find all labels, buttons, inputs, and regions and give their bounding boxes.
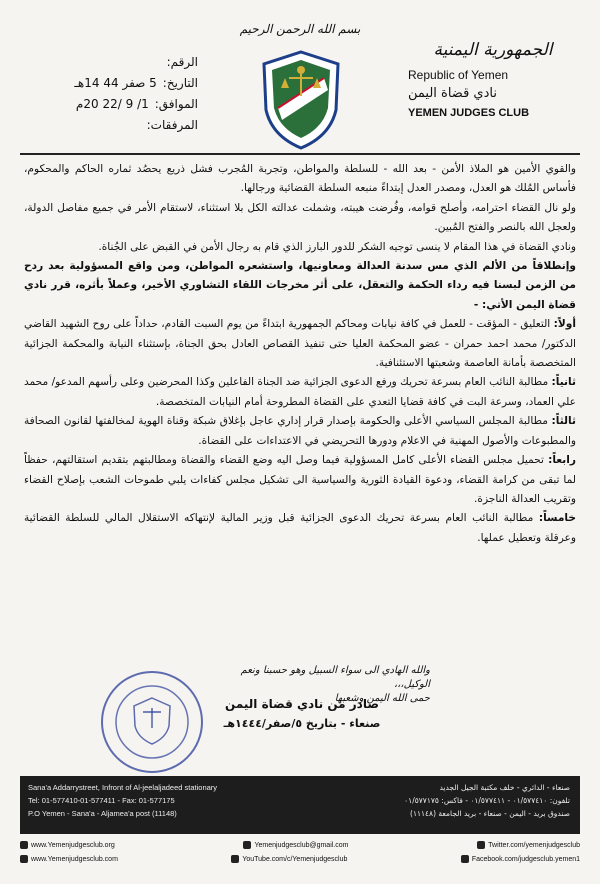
basmala-calligraphy: بسم الله الرحمن الرحيم [239, 22, 361, 36]
social-link[interactable] [477, 841, 580, 849]
header-divider [20, 153, 580, 155]
republic-english: Republic of Yemen [408, 68, 509, 82]
attachments-row [28, 115, 198, 136]
twitter-icon [477, 841, 485, 849]
web-icon [20, 855, 28, 863]
paragraph-2: ولو نال القضاء احترامه، وأصلح قوامه، وفُرضت هيبته، وشملت عدالته الكل بلا استثناء، لاستقام الأمر في جميع مفاصل الدولة، ولعجل الله بالنصر والفتح المُبين. [24, 201, 576, 234]
footer-address-arabic [340, 781, 570, 820]
item-5-heading: خامساً: [538, 512, 576, 525]
item-3-heading: ثالثاً: [551, 415, 576, 428]
footer-ar-line-3: صندوق بريد - اليمن - صنعاء - بريد الجامعة (١١١٤٨) [410, 809, 570, 818]
item-5 [24, 509, 576, 548]
date-row [28, 73, 198, 94]
footer-en-line-2: Tel: 01-577410-01-577411 - Fax: 01-577175 [28, 796, 175, 805]
footer-address-english [28, 781, 268, 820]
social-text: Yemenjudgesclub@gmail.com [254, 841, 349, 849]
social-links [20, 838, 580, 852]
footer-contact-bar [20, 776, 580, 834]
social-link[interactable] [20, 841, 115, 849]
item-2-text: مطالبة النائب العام بسرعة تحريك ورفع الدعوى الجزائية ضد الجناة الفاعلين وكذا المحرضين وعلى رأسهم المدعو/ محمد علي العماد، وسرعة البت في كافة قضايا التعدي على القضاة المطروحة أمام النيابات المتخصصة. [24, 376, 576, 408]
item-4-heading: رابعاً: [548, 454, 576, 467]
social-link[interactable] [231, 855, 347, 863]
reference-block [28, 52, 198, 136]
social-link[interactable] [20, 855, 118, 863]
web-icon [20, 841, 28, 849]
issue-place-date: صنعاء - بتاريخ ٥/صفر/١٤٤٤هـ [223, 717, 381, 730]
ref-label: الرقم: [166, 55, 198, 69]
social-link[interactable] [461, 855, 580, 863]
paragraph-4: وإنطلاقاً من الألم الذي مس سدنة العدالة ومعاونيها، واستشعره المواطن، ومن واقع المسؤولية بعد ردح من الزمن لبسنا فيه رداء الحكمة والتعقل، على أثر مخرجات اللقاء التشاوري الأخير، وعملاً بأثره، قرر نادي قضاة اليمن الأتي: - [24, 260, 576, 311]
closing-line-1: والله الهادي الى سواء السبيل وهو حسبنا ونعم الوكيل،،، [240, 665, 430, 690]
paragraph-3: ونادي القضاة في هذا المقام لا ينسى توجيه الشكر للدور البارز الذي قام به رجال الأمن في القبض على الجُناة. [98, 240, 576, 253]
attachments-label: المرفقات: [146, 118, 198, 132]
gregorian-date-label: الموافق: [154, 97, 198, 111]
youtube-icon [231, 855, 239, 863]
paragraph-1: والقوي الأمين هو الملاذ الأمن - بعد الله - للسلطة والمواطن، وتجربة المُجرب فشل ذريع يحصُد ثماره الحاكم والمحكوم، فأساس المُلك هو العدل، ومصدر العدل إبتداءً منبعه السلطة القضائية ورجالها. [24, 163, 576, 195]
item-4-text: تحميل مجلس القضاء الأعلى كامل المسؤولية فيما وصل اليه وضع القضاء والقضاة ومطالبتهم بتقديم استقالتهم، حفظاً لما تبقى من كرامة القضاء، ودعوة القيادة الثورية والسياسية الى تشكيل مجلس كفاءات يلبي طموحات الشعب بإصلاح القضاء وتقريب العدالة الناجزة. [24, 454, 576, 505]
ref-row [28, 52, 198, 73]
item-3-text: مطالبة المجلس السياسي الأعلى والحكومة بإصدار قرار إداري عاجل بإغلاق شبكة وقناة الهوية لمخالفتها لقانون الصحافة والمطبوعات والأصول المهنية في الاعلام ودورها التحريضي في الاعتداءات على القضاة. [24, 415, 576, 447]
footer-en-line-3: P.O Yemen - Sana'a - Aljamea'a post (11148) [28, 809, 177, 818]
club-name-english: YEMEN JUDGES CLUB [408, 107, 530, 119]
date-value: 5 صفر 44 14هـ [74, 76, 157, 90]
item-1-text: التعليق - المؤقت - للعمل في كافة نيابات ومحاكم الجمهورية ابتداءً من يوم السبت القادم، حداداً على روح الشهيد القاضي الدكتور/ محمد احمد حمران - عضو المحكمة العليا حتى تنفيذ القصاص العادل بحق الجناة، بإستثناء النيابة والمحكمة الجزائية المتخصصة بأمانة العاصمة وشعبتها الاستئنافية. [24, 318, 576, 370]
gregorian-date-value: 1/ 9 /22 20م [75, 97, 149, 111]
social-text: Facebook.com/judgesclub.yemen1 [471, 855, 580, 863]
issuer-line: صادر من نادي قضاة اليمن [225, 697, 379, 711]
item-2 [24, 373, 576, 412]
item-5-text: مطالبة النائب العام بسرعة تحريك الدعوى الجزائية قبل وزير المالية لإنتهاكه الاستقلال المالي للسلطة القضائية وعرقلة وتعطيل عملها. [24, 512, 576, 544]
letter-body [24, 160, 576, 548]
item-1-heading: أولاً: [553, 318, 576, 331]
social-text: YouTube.com/c/Yemenjudgesclub [242, 855, 348, 863]
letterhead-issuer [408, 40, 578, 122]
club-name-arabic: نادي قضاة اليمن [408, 86, 497, 101]
social-text: www.Yemenjudgesclub.com [31, 855, 118, 863]
gregorian-date-row [28, 94, 198, 115]
item-1 [24, 315, 576, 373]
footer-en-line-1: Sana'a Addarrystreet, Infront of Al-jeelaljadeed stationary [28, 783, 218, 792]
item-4 [24, 451, 576, 509]
date-label: التاريخ: [162, 76, 198, 90]
facebook-icon [461, 855, 469, 863]
email-icon [243, 841, 251, 849]
republic-arabic: الجمهورية اليمنية [433, 40, 553, 60]
closing-line-2: حمى الله اليمن وشعبها [334, 693, 430, 704]
item-3 [24, 412, 576, 451]
footer-ar-line-2: تلفون: ٠١/٥٧٧٤١٠ - ٠١/٥٧٧٤١١ - فاكس: ٠١/٥٧٧١٧٥ [404, 796, 570, 805]
social-text: Twitter.com/yemenjudgesclub [488, 841, 580, 849]
social-text: www.Yemenjudgesclub.org [31, 841, 115, 849]
official-stamp [98, 668, 206, 776]
social-links-row-2 [20, 852, 580, 866]
item-2-heading: ثانياً: [551, 376, 576, 389]
club-logo [258, 48, 344, 152]
social-link[interactable] [243, 841, 348, 849]
footer-ar-line-1: صنعاء - الدائري - خلف مكتبة الجيل الجديد [439, 783, 570, 792]
